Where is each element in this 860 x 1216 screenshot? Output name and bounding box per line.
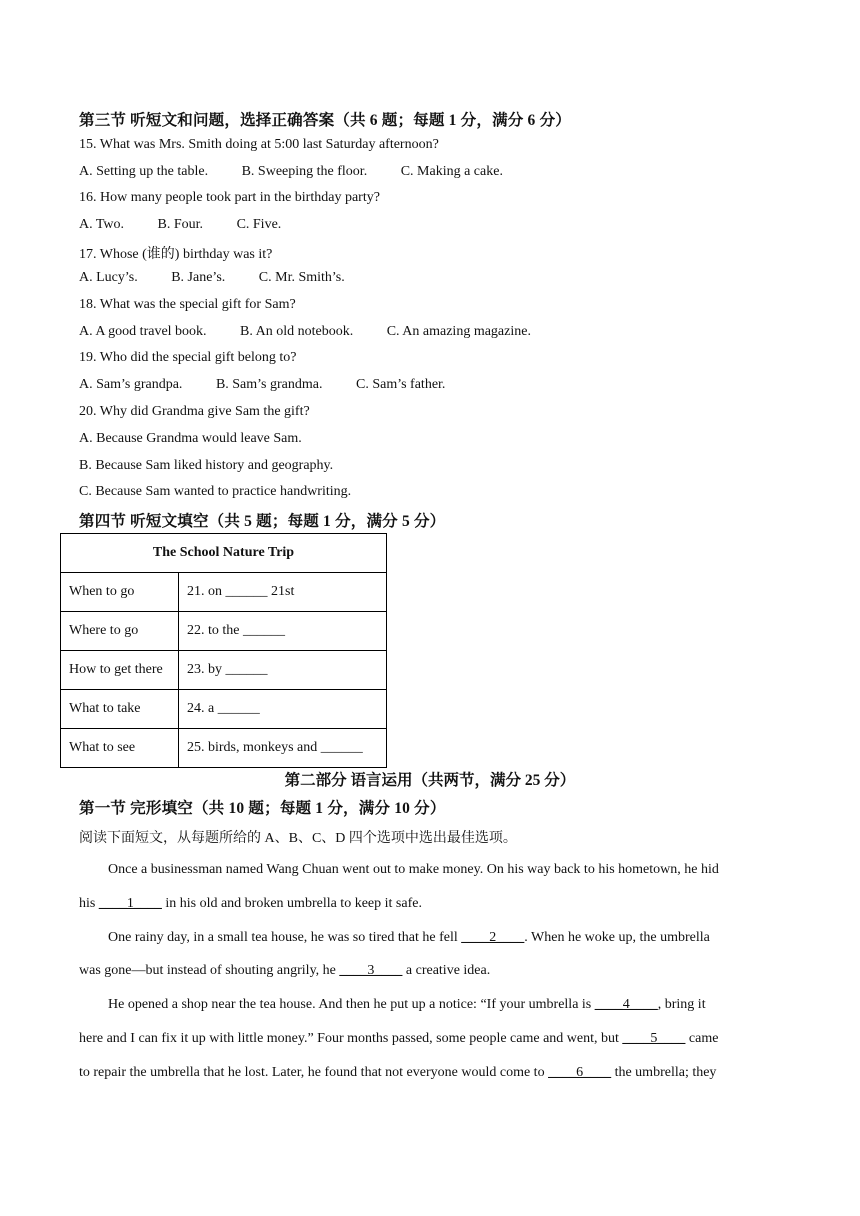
options-15 [79, 164, 503, 180]
option-20b: B. Because Sam liked history and geography. [79, 458, 334, 473]
passage-text: Once a businessman named Wang Chuan went out to make money. On his way back to his hometown, he hid [108, 862, 719, 877]
option-20c: C. Because Sam wanted to practice handwriting. [79, 484, 352, 499]
table-header-row [61, 534, 387, 573]
question-20: 20. Why did Grandma give Sam the gift? [79, 404, 310, 419]
passage-text: in his old and broken umbrella to keep it safe. [161, 896, 422, 911]
table-cell-value: 21. on ______ 21st [179, 573, 387, 612]
options-19 [79, 377, 445, 393]
passage-text: came [685, 1031, 719, 1046]
passage-text: He opened a shop near the tea house. And then he put up a notice: “If your umbrella is [108, 997, 595, 1012]
option: A. Setting up the table. [79, 164, 209, 179]
table-cell-value: 25. birds, monkeys and ______ [179, 729, 387, 768]
nature-trip-table [60, 533, 387, 768]
option: B. Four. [157, 217, 204, 232]
option: C. An amazing magazine. [386, 324, 531, 339]
table-row [61, 573, 387, 612]
question-18: 18. What was the special gift for Sam? [79, 297, 296, 312]
section4-heading: 第四节 听短文填空（共 5 题；每题 1 分，满分 5 分） [79, 513, 446, 530]
option: C. Mr. Smith’s. [258, 270, 345, 285]
table-row [61, 612, 387, 651]
passage-line [79, 1065, 771, 1081]
table-cell-value: 22. to the ______ [179, 612, 387, 651]
cloze-heading: 第一节 完形填空（共 10 题；每题 1 分，满分 10 分） [79, 800, 446, 817]
question-19: 19. Who did the special gift belong to? [79, 350, 297, 365]
blank-3: ____3____ [339, 963, 403, 978]
table-cell-value: 23. by ______ [179, 651, 387, 690]
options-16 [79, 217, 281, 233]
blank-5: ____5____ [622, 1031, 686, 1046]
option: C. Making a cake. [400, 164, 503, 179]
option: A. Two. [79, 217, 125, 232]
passage-line [79, 997, 800, 1013]
table-title: The School Nature Trip [61, 534, 387, 573]
passage-text: One rainy day, in a small tea house, he was so tired that he fell [108, 930, 462, 945]
option: B. An old notebook. [240, 324, 354, 339]
blank-2: ____2____ [461, 930, 525, 945]
option: B. Sweeping the floor. [241, 164, 368, 179]
blank-4: ____4____ [594, 997, 658, 1012]
passage-line [79, 1031, 771, 1047]
passage-line [79, 896, 771, 912]
blank-6: ____6____ [548, 1065, 612, 1080]
option: B. Jane’s. [171, 270, 226, 285]
table-cell-label: How to get there [61, 651, 179, 690]
options-17 [79, 270, 345, 286]
table-cell-label: What to see [61, 729, 179, 768]
passage-line [79, 930, 800, 946]
question-15: 15. What was Mrs. Smith doing at 5:00 last Saturday afternoon? [79, 137, 439, 152]
part2-heading: 第二部分 语言运用（共两节，满分 25 分） [284, 772, 576, 789]
option: A. Lucy’s. [79, 270, 138, 285]
table-cell-label: Where to go [61, 612, 179, 651]
passage-text: the umbrella; they [611, 1065, 717, 1080]
passage-text: his [79, 896, 99, 911]
option: B. Sam’s grandma. [215, 377, 323, 392]
option: C. Sam’s father. [355, 377, 446, 392]
table-cell-label: What to take [61, 690, 179, 729]
option: C. Five. [236, 217, 282, 232]
table-cell-label: When to go [61, 573, 179, 612]
option: A. Sam’s grandpa. [79, 377, 183, 392]
passage-text: a creative idea. [402, 963, 491, 978]
section3-heading: 第三节 听短文和问题，选择正确答案（共 6 题；每题 1 分，满分 6 分） [79, 112, 571, 129]
option: A. A good travel book. [79, 324, 207, 339]
question-17: 17. Whose (谁的) birthday was it? [79, 247, 273, 262]
table-row [61, 690, 387, 729]
options-18 [79, 324, 531, 340]
passage-text: was gone—but instead of shouting angrily, he [79, 963, 340, 978]
passage-text: , bring it [657, 997, 706, 1012]
passage-text: . When he woke up, the umbrella [524, 930, 710, 945]
table-row [61, 651, 387, 690]
table-row [61, 729, 387, 768]
passage-line [79, 963, 771, 979]
table-cell-value: 24. a ______ [179, 690, 387, 729]
cloze-instruction: 阅读下面短文，从每题所给的 A、B、C、D 四个选项中选出最佳选项。 [79, 831, 517, 846]
passage-text: to repair the umbrella that he lost. Later, he found that not everyone would come to [79, 1065, 549, 1080]
blank-1: ____1____ [98, 896, 162, 911]
option-20a: A. Because Grandma would leave Sam. [79, 431, 302, 446]
question-16: 16. How many people took part in the birthday party? [79, 190, 380, 205]
passage-line [79, 862, 800, 878]
passage-text: here and I can fix it up with little money.” Four months passed, some people came and went, but [79, 1031, 623, 1046]
